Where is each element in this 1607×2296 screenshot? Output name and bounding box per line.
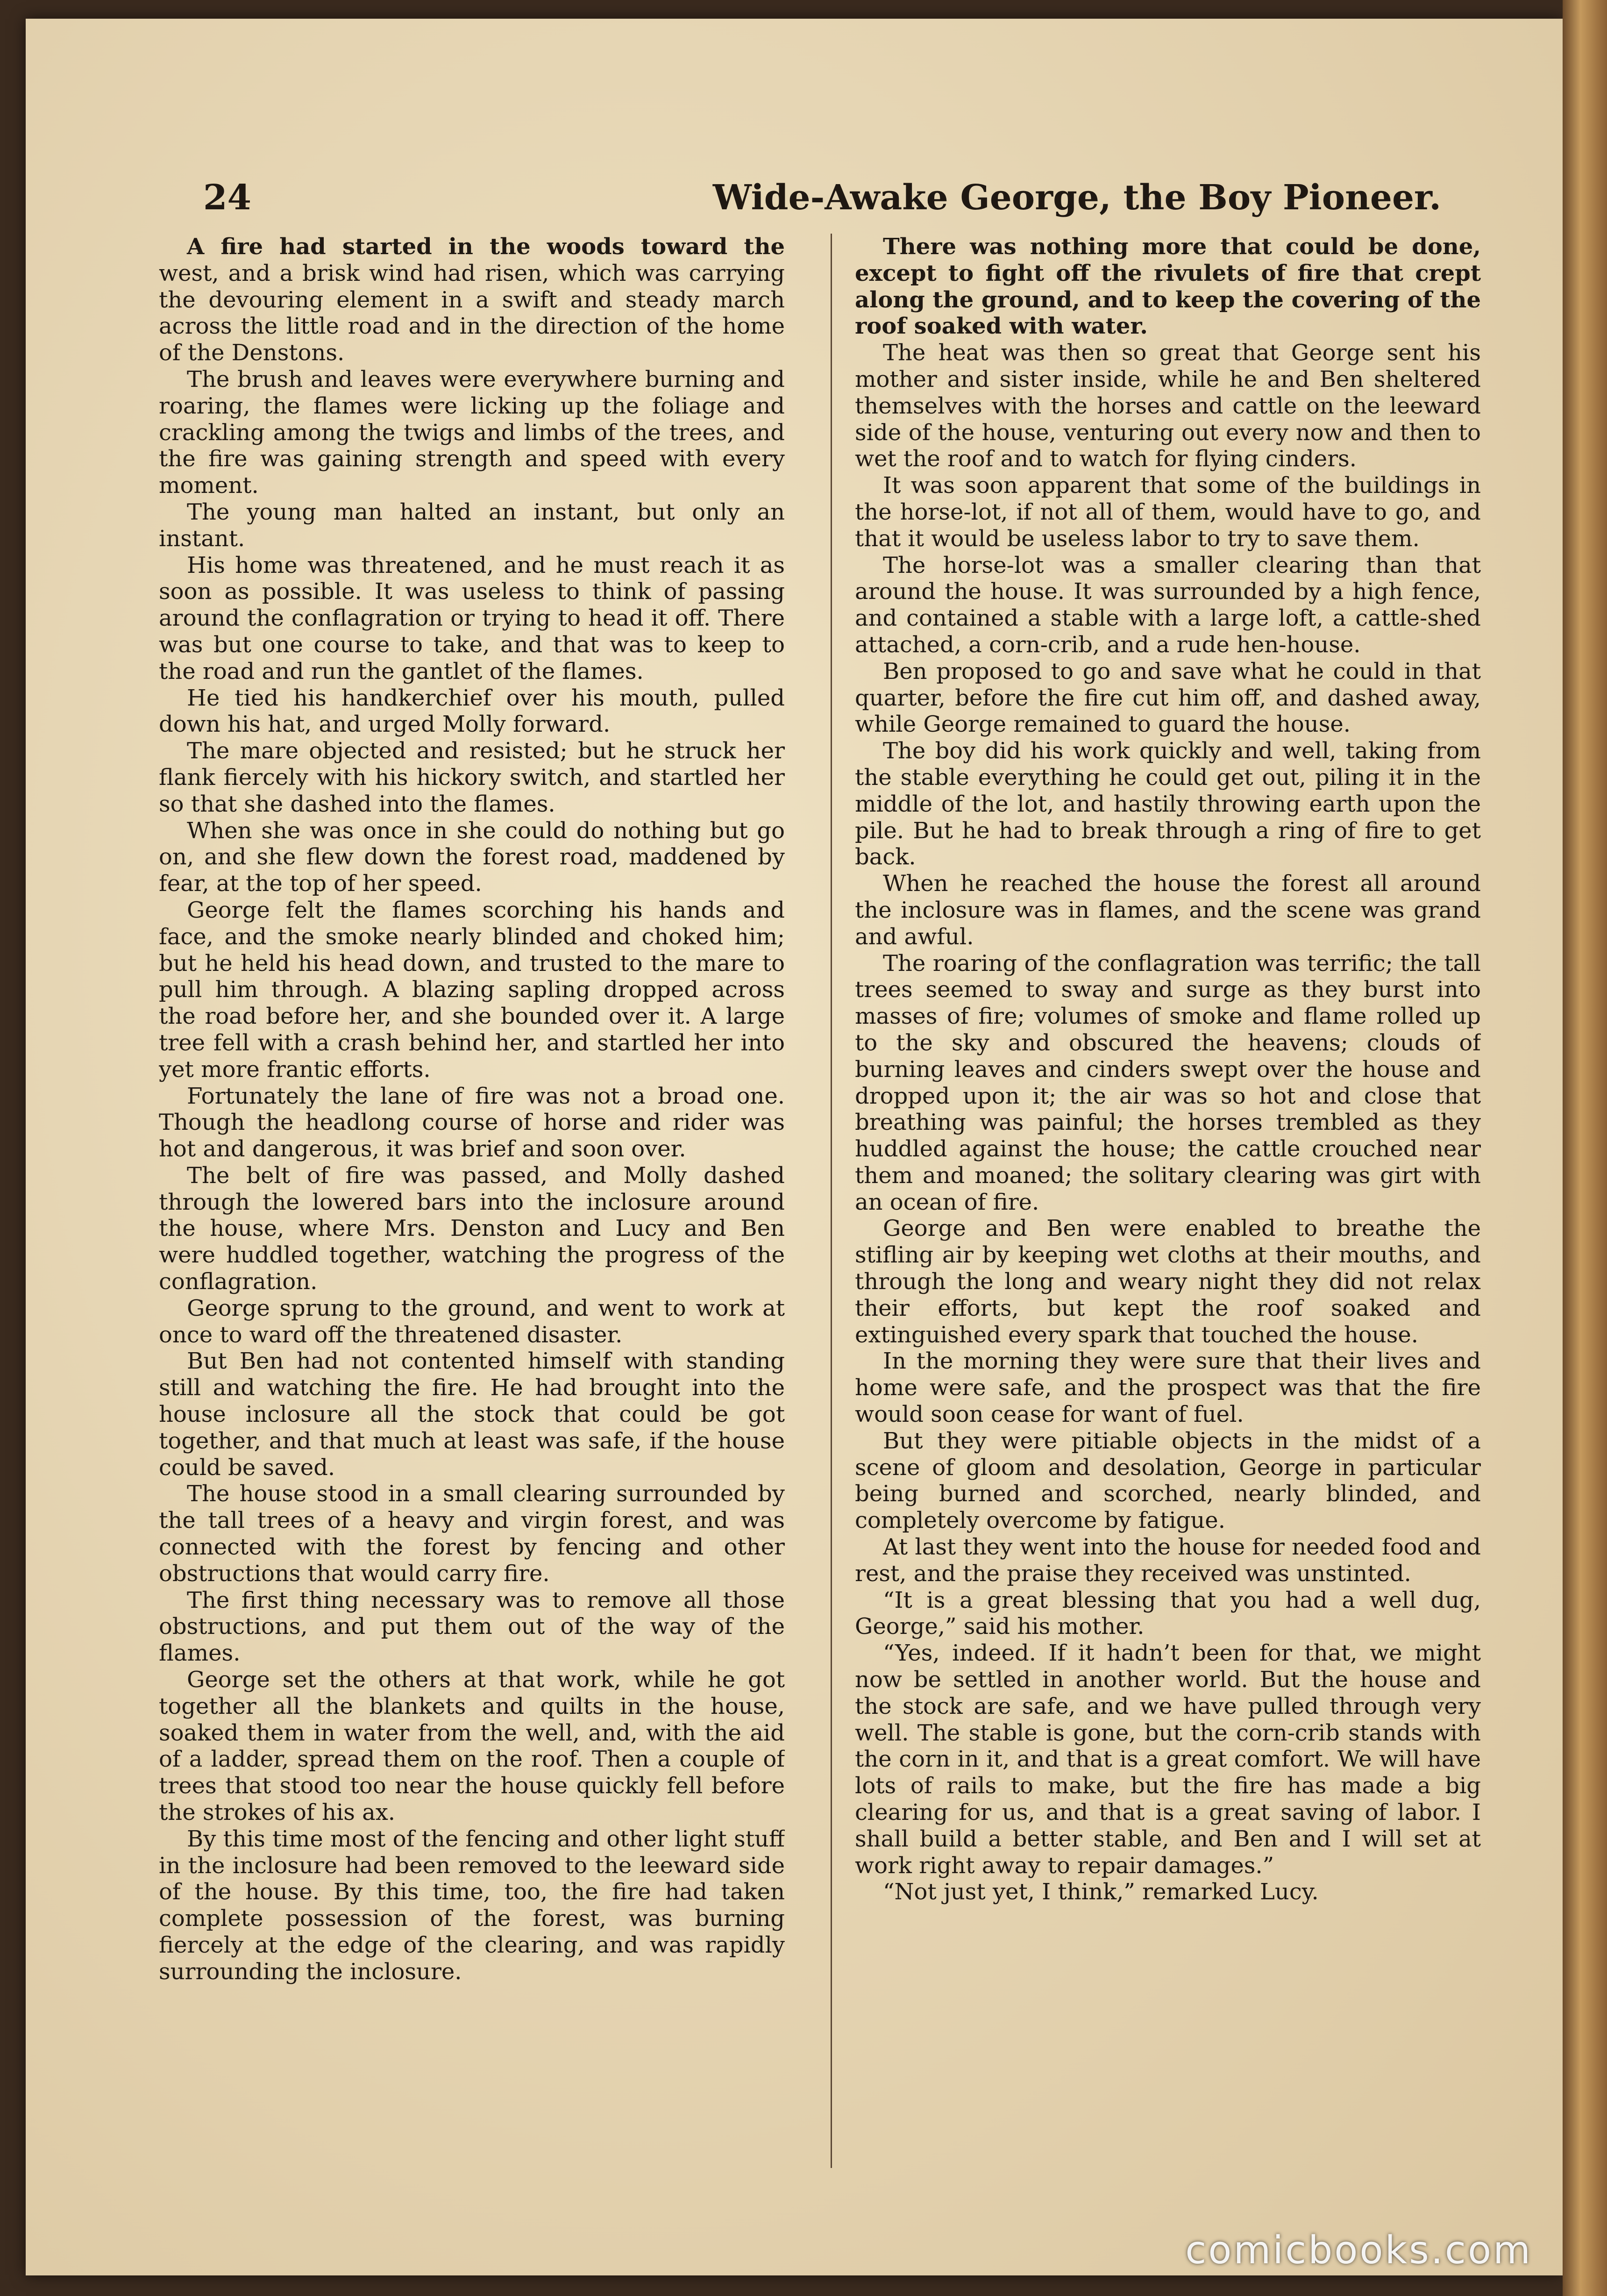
paragraph: “Yes, indeed. If it hadn’t been for that, we might now be settled in another world. But the house and the stock are safe, and we have pulled through very well. The stable is gone, but the corn-crib stands with the corn in it, and that is a great comfort. We will have lots of rails to make, but the fire has made a big clearing for us, and that is a great saving of labor. I shall build a better stable, and Ben and I will set at work right away to repair damages.” [855,1640,1481,1879]
paragraph: The brush and leaves were everywhere burning and roaring, the flames were licking up the foliage and crackling among the twigs and limbs of the trees, and the fire was gaining strength and speed with every moment. [159,366,785,499]
paragraph: But they were pitiable objects in the midst of a scene of gloom and desolation, George in particular being burned and scorched, nearly blinded, and completely overcome by fatigue. [855,1427,1481,1534]
page-header [203,178,1441,234]
paragraph: “It is a great blessing that you had a well dug, George,” said his mother. [855,1587,1481,1640]
column-divider [831,234,832,2168]
paragraph: But Ben had not contented himself with standing still and watching the fire. He had brought into the house inclosure all the stock that could be got together, and that much at least was safe, if the house could be saved. [159,1348,785,1481]
paragraph: When he reached the house the forest all around the inclosure was in flames, and the scene was grand and awful. [855,870,1481,950]
paragraph: George and Ben were enabled to breathe the stifling air by keeping wet cloths at their mouths, and through the long and weary night they did not relax their efforts, but kept the roof soaked and extinguished every spark that touched the house. [855,1215,1481,1348]
paragraph: The first thing necessary was to remove all those obstructions, and put them out of the way of the flames. [159,1587,785,1667]
paragraph: He tied his handkerchief over his mouth, pulled down his hat, and urged Molly forward. [159,685,785,738]
paragraph: At last they went into the house for needed food and rest, and the praise they received was unstinted. [855,1534,1481,1587]
left-column [159,234,785,2205]
paragraph: It was soon apparent that some of the buildings in the horse-lot, if not all of them, would have to go, and that it would be useless labor to try to save them. [855,472,1481,552]
right-column [855,234,1481,2205]
paragraph: In the morning they were sure that their lives and home were safe, and the prospect was that the fire would soon cease for want of fuel. [855,1348,1481,1428]
paragraph: When she was once in she could do nothing but go on, and she flew down the forest road, maddened by fear, at the top of her speed. [159,817,785,897]
paragraph: There was nothing more that could be done, except to fight off the rivulets of fire that crept along the ground, and to keep the covering of the roof soaked with water. [855,234,1481,340]
paragraph: The house stood in a small clearing surrounded by the tall trees of a heavy and virgin forest, and was connected with the forest by fencing and other obstructions that would carry fire. [159,1481,785,1587]
paragraph: The horse-lot was a smaller clearing than that around the house. It was surrounded by a high fence, and contained a stable with a large loft, a cattle-shed attached, a corn-crib, and a rude hen-house. [855,552,1481,658]
adjacent-page-edge [1563,0,1607,2296]
paragraph: George sprung to the ground, and went to work at once to ward off the threatened disaster. [159,1295,785,1348]
paragraph: The belt of fire was passed, and Molly dashed through the lowered bars into the inclosure around the house, where Mrs. Denston and Lucy and Ben were huddled together, watching the progress of the conflagration. [159,1162,785,1295]
paragraph: The boy did his work quickly and well, taking from the stable everything he could get out, piling it in the middle of the lot, and hastily throwing earth upon the pile. But he had to break through a ring of fire to get back. [855,738,1481,870]
paragraph: The roaring of the conflagration was terrific; the tall trees seemed to sway and surge as they burst into masses of fire; volumes of smoke and flame rolled up to the sky and obscured the heavens; clouds of burning leaves and cinders swept over the house and dropped upon it; the air was so hot and close that breathing was painful; the horses trembled as they huddled against the house; the cattle crouched near them and moaned; the solitary clearing was girt with an ocean of fire. [855,950,1481,1215]
paragraph: Ben proposed to go and save what he could in that quarter, before the fire cut him off, and dashed away, while George remained to guard the house. [855,658,1481,738]
paragraph: Fortunately the lane of fire was not a broad one. Though the headlong course of horse and rider was hot and dangerous, it was brief and soon over. [159,1083,785,1162]
paragraph: George felt the flames scorching his hands and face, and the smoke nearly blinded and choked him; but he held his head down, and trusted to the mare to pull him through. A blazing sapling dropped across the road before her, and she bounded over it. A large tree fell with a crash behind her, and startled her into yet more frantic efforts. [159,897,785,1083]
page-number: 24 [203,178,251,218]
paragraph: A fire had started in the woods toward the west, and a brisk wind had risen, which was carrying the devouring element in a swift and steady march across the little road and in the direction of the home of the Denstons. [159,234,785,366]
paragraph: By this time most of the fencing and other light stuff in the inclosure had been removed to the leeward side of the house. By this time, too, the fire had taken complete possession of the forest, was burning fiercely at the edge of the clearing, and was rapidly surrounding the inclosure. [159,1825,785,1985]
running-title: Wide-Awake George, the Boy Pioneer. [712,178,1441,218]
paragraph: The heat was then so great that George sent his mother and sister inside, while he and Ben sheltered themselves with the horses and cattle on the leeward side of the house, venturing out every now and then to wet the roof and to watch for flying cinders. [855,340,1481,472]
paragraph: The mare objected and resisted; but he struck her flank fiercely with his hickory switch, and startled her so that she dashed into the flames. [159,738,785,817]
watermark-text: comicbooks.com [1185,2228,1532,2273]
paragraph: His home was threatened, and he must reach it as soon as possible. It was useless to think of passing around the conflagration or trying to head it off. There was but one course to take, and that was to keep to the road and run the gantlet of the flames. [159,552,785,685]
paragraph: George set the others at that work, while he got together all the blankets and quilts in the house, soaked them in water from the well, and, with the aid of a ladder, spread them on the roof. Then a couple of trees that stood too near the house quickly fell before the strokes of his ax. [159,1667,785,1826]
paragraph: The young man halted an instant, but only an instant. [159,499,785,552]
paragraph: “Not just yet, I think,” remarked Lucy. [883,1879,1319,1905]
